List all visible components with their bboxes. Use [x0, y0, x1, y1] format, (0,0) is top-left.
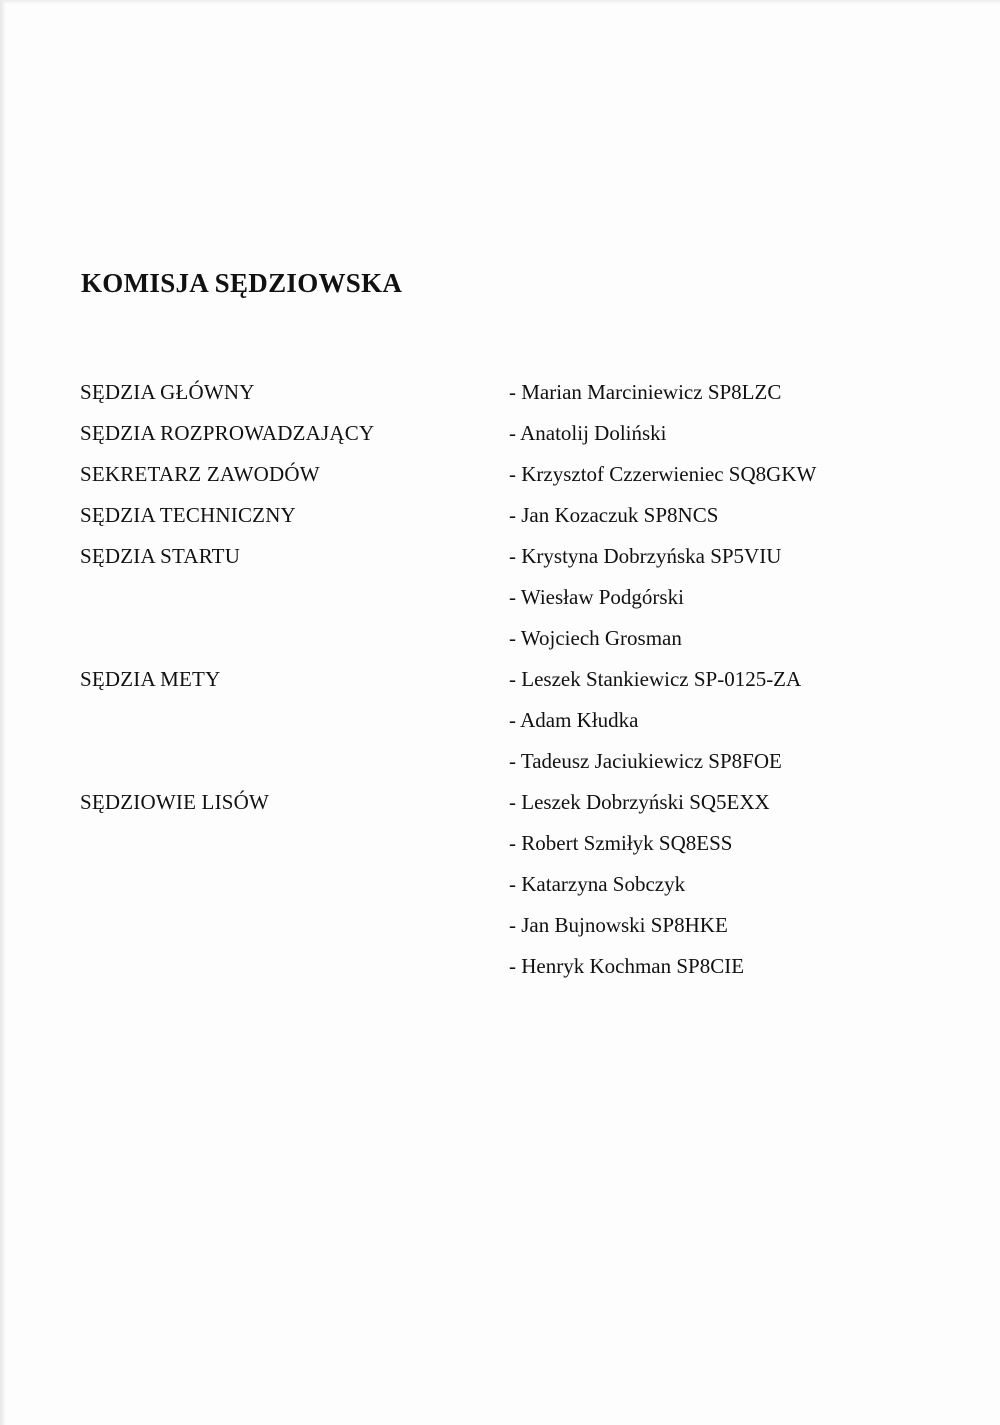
person-entry: - Robert Szmiłyk SQ8ESS — [509, 831, 733, 855]
scan-shadow-left — [0, 0, 6, 1425]
role-competition-secretary: SEKRETARZ ZAWODÓW — [80, 462, 320, 486]
person-entry: - Katarzyna Sobczyk — [509, 872, 686, 896]
role-fox-judges: SĘDZIOWIE LISÓW — [80, 790, 270, 814]
person-entry: - Tadeusz Jaciukiewicz SP8FOE — [509, 749, 782, 773]
role-distributing-judge: SĘDZIA ROZPROWADZAJĄCY — [80, 421, 375, 445]
person-entry: - Henryk Kochman SP8CIE — [509, 954, 745, 978]
person-entry: - Wiesław Podgórski — [509, 585, 684, 609]
person-entry: - Leszek Dobrzyński SQ5EXX — [509, 790, 770, 814]
role-finish-judge: SĘDZIA METY — [80, 667, 221, 691]
person-entry: - Anatolij Doliński — [509, 421, 667, 445]
person-entry: - Krzysztof Czzerwieniec SQ8GKW — [509, 462, 817, 486]
role-head-judge: SĘDZIA GŁÓWNY — [80, 380, 255, 404]
scan-shadow-top — [0, 0, 1000, 4]
page-title: KOMISJA SĘDZIOWSKA — [81, 268, 403, 298]
person-entry: - Wojciech Grosman — [509, 626, 682, 650]
person-entry: - Adam Kłudka — [509, 708, 639, 732]
person-entry: - Marian Marciniewicz SP8LZC — [509, 380, 782, 404]
person-entry: - Krystyna Dobrzyńska SP5VIU — [509, 544, 782, 568]
role-start-judge: SĘDZIA STARTU — [80, 544, 241, 568]
role-technical-judge: SĘDZIA TECHNICZNY — [80, 503, 296, 527]
person-entry: - Jan Kozaczuk SP8NCS — [509, 503, 719, 527]
person-entry: - Jan Bujnowski SP8HKE — [509, 913, 728, 937]
person-entry: - Leszek Stankiewicz SP-0125-ZA — [509, 667, 802, 691]
